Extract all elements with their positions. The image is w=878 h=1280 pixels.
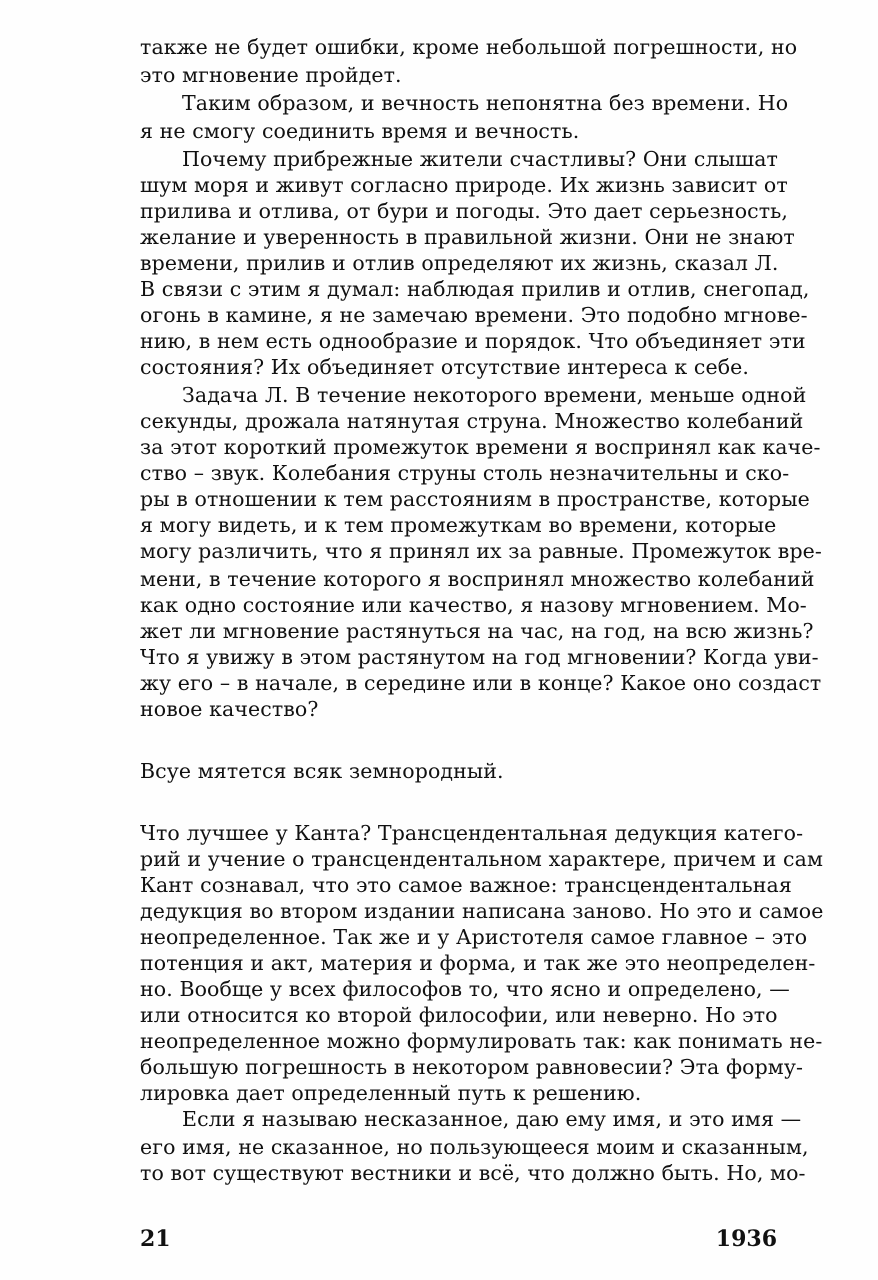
text-line: то вот существуют вестники и всё, что должно быть. Но, мо- — [140, 1161, 806, 1185]
text-line: мени, в течение которого я воспринял множество колебаний — [140, 567, 815, 591]
text-line: как одно состояние или качество, я назову мгновением. Мо- — [140, 593, 807, 617]
text-line: лировка дает определенный путь к решению. — [140, 1081, 642, 1105]
text-line: неопределенное. Так же и у Аристотеля самое главное – это — [140, 925, 808, 949]
text-line: огонь в камине, я не замечаю времени. Это подобно мгнове- — [140, 303, 808, 327]
text-line: это мгновение пройдет. — [140, 63, 402, 87]
text-line: ство – звук. Колебания струны столь незначительны и ско- — [140, 461, 790, 485]
text-line: большую погрешность в некотором равновесии? Эта форму- — [140, 1055, 804, 1079]
text-line: Что лучшее у Канта? Трансцендентальная дедукция катего- — [140, 821, 804, 845]
text-line: неопределенное можно формулировать так: как понимать не- — [140, 1029, 823, 1053]
page-year: 1936 — [715, 1226, 777, 1252]
text-line: Таким образом, и вечность непонятна без времени. Но — [182, 91, 789, 115]
text-line: я могу видеть, и к тем промежуткам во времени, которые — [140, 513, 777, 537]
text-line: шум моря и живут согласно природе. Их жизнь зависит от — [140, 173, 788, 197]
text-line: рий и учение о трансцендентальном характере, причем и сам — [140, 847, 823, 871]
text-line: жет ли мгновение растянуться на час, на год, на всю жизнь? — [140, 619, 814, 643]
text-line: Что я увижу в этом растянутом на год мгновении? Когда уви- — [140, 645, 819, 669]
text-line: желание и уверенность в правильной жизни. Они не знают — [140, 225, 795, 249]
text-line: состояния? Их объединяет отсутствие интереса к себе. — [140, 355, 750, 379]
text-line: могу различить, что я принял их за равные. Промежуток вре- — [140, 539, 822, 563]
text-line: Если я называю несказанное, даю ему имя, и это имя — — [182, 1107, 802, 1131]
text-line: потенция и акт, материя и форма, и так же это неопределен- — [140, 951, 816, 975]
text-line: или относится ко второй философии, или неверно. Но это — [140, 1003, 778, 1027]
text-line: но. Вообще у всех философов то, что ясно и определено, — — [140, 977, 790, 1001]
text-line: Всуе мятется всяк земнородный. — [140, 759, 504, 783]
text-line: времени, прилив и отлив определяют их жизнь, сказал Л. — [140, 251, 779, 275]
text-line: прилива и отлива, от бури и погоды. Это дает серьезность, — [140, 199, 789, 223]
text-line: Кант сознавал, что это самое важное: трансцендентальная — [140, 873, 792, 897]
text-line: я не смогу соединить время и вечность. — [140, 119, 580, 143]
text-line: дедукция во втором издании написана заново. Но это и самое — [140, 899, 824, 923]
text-line: жу его – в начале, в середине или в конце? Какое оно создаст — [140, 671, 822, 695]
page-number: 21 — [140, 1226, 171, 1252]
text-line: Почему прибрежные жители счастливы? Они слышат — [182, 147, 778, 171]
text-line: ры в отношении к тем расстояниям в пространстве, которые — [140, 487, 810, 511]
text-line: новое качество? — [140, 697, 319, 721]
text-line: секунды, дрожала натянутая струна. Множество колебаний — [140, 409, 804, 433]
text-line: за этот короткий промежуток времени я воспринял как каче- — [140, 435, 821, 459]
text-line: его имя, не сказанное, но пользующееся моим и сказанным, — [140, 1135, 809, 1159]
text-line: В связи с этим я думал: наблюдая прилив и отлив, снегопад, — [140, 277, 810, 301]
text-line: Задача Л. В течение некоторого времени, меньше одной — [182, 383, 807, 407]
text-line: нию, в нем есть однообразие и порядок. Что объединяет эти — [140, 329, 806, 353]
text-line: также не будет ошибки, кроме небольшой погрешности, но — [140, 35, 798, 59]
